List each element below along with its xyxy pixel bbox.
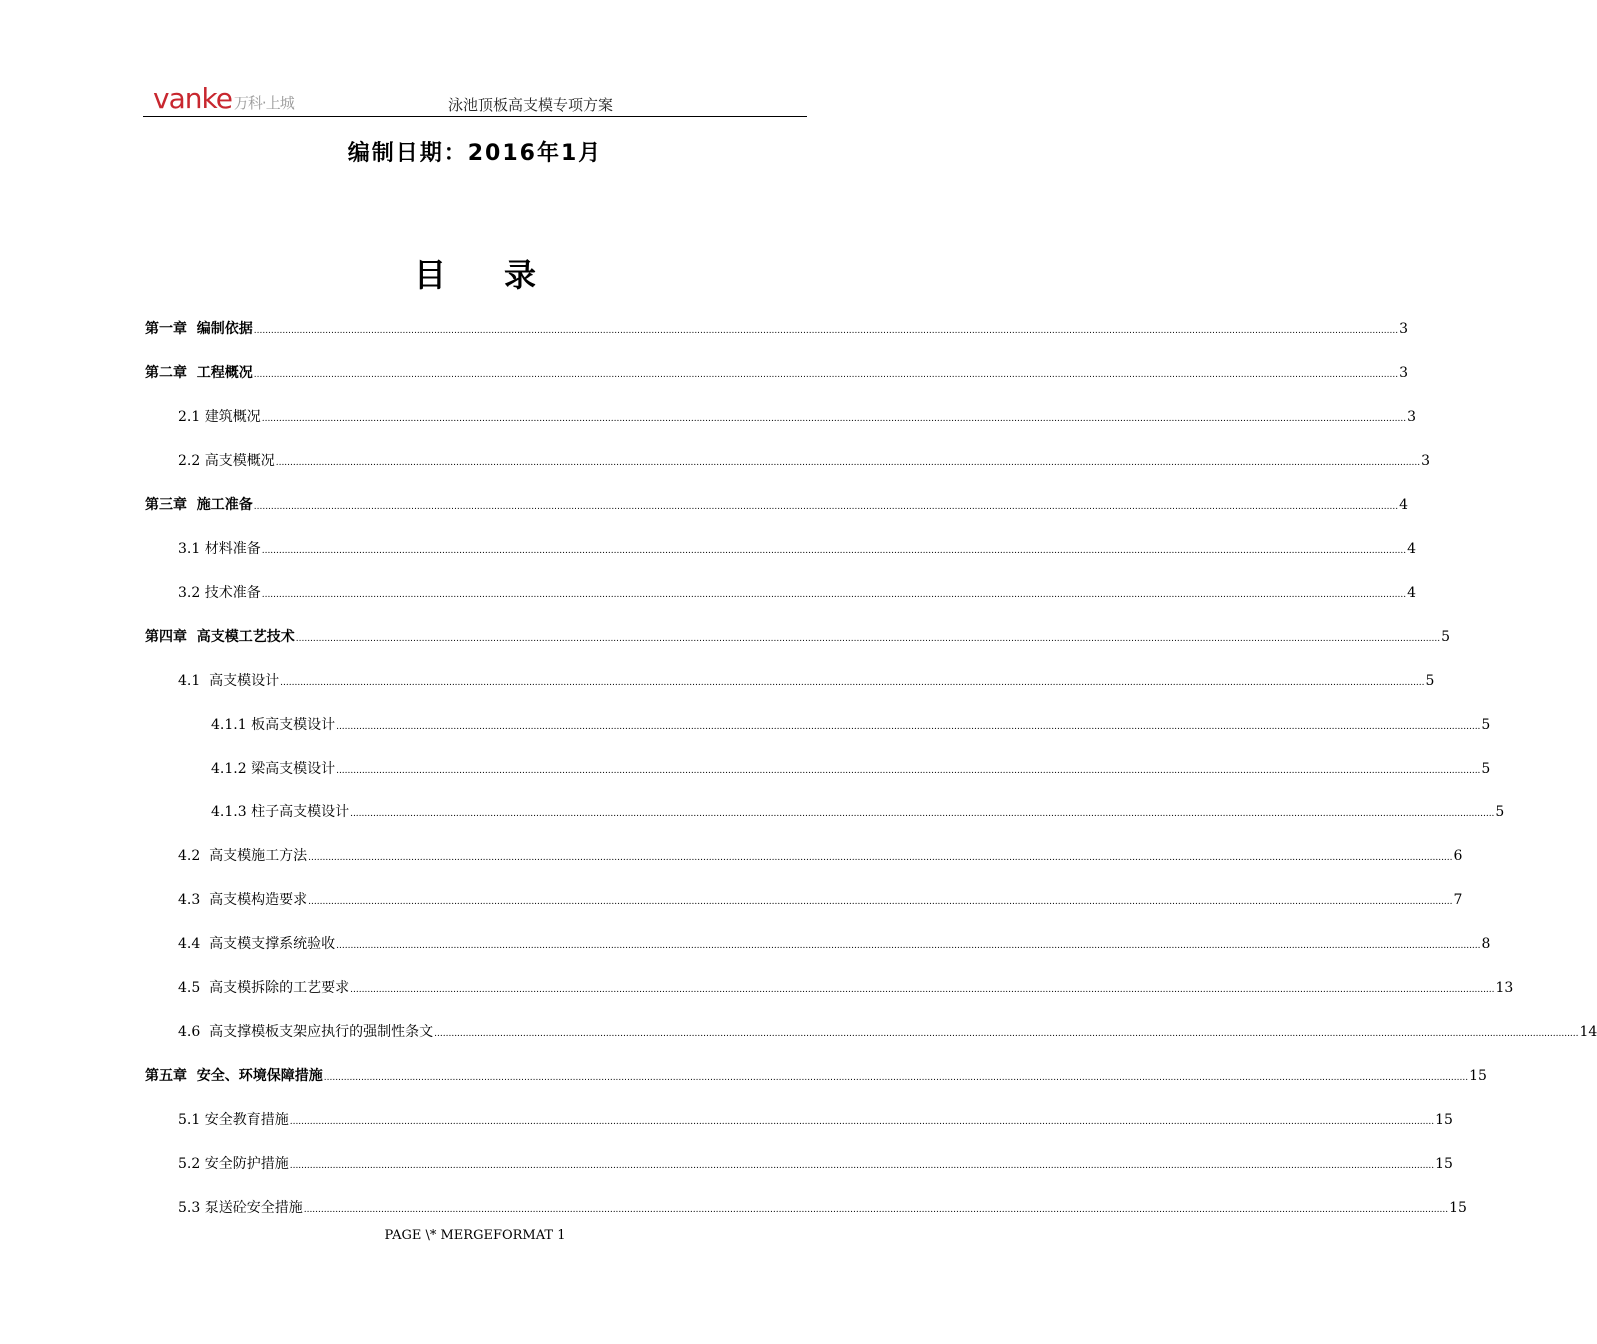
toc-dot-leader: ................................................................................................................................................................................................................................................................................................................................................................................................................ [289,1117,1435,1128]
toc-entry-title: 4.1.1 板高支模设计 [211,716,336,733]
toc-entry[interactable] [178,538,1416,558]
toc-entry[interactable] [178,1197,1467,1217]
toc-entry-page-number: 5 [1481,716,1491,733]
toc-entry-title: 5.1 安全教育措施 [178,1112,289,1129]
toc-dot-leader: ................................................................................................................................................................................................................................................................................................................................................................................................................ [261,589,1407,600]
toc-entry-page-number: 5 [1495,804,1505,821]
toc-entry[interactable] [211,714,1491,734]
toc-entry-page-number: 5 [1441,628,1451,645]
toc-heading-char-1: 目 [413,256,446,294]
toc-entry-title: 第五章 安全、环境保障措施 [145,1068,323,1085]
toc-entry[interactable] [178,582,1416,602]
toc-entry-page-number: 15 [1435,1156,1453,1173]
toc-entry[interactable] [178,450,1430,470]
compile-date: 编制日期：2016年1月 [347,141,603,166]
toc-entry-title: 4.1.3 柱子高支模设计 [211,804,350,821]
toc-dot-leader: ................................................................................................................................................................................................................................................................................................................................................................................................................ [261,413,1407,424]
document-header-title: 泳池顶板高支模专项方案 [448,96,614,114]
toc-entry[interactable] [178,1021,1597,1041]
toc-entry[interactable] [178,933,1491,953]
toc-entry[interactable] [145,626,1451,646]
toc-dot-leader: ................................................................................................................................................................................................................................................................................................................................................................................................................ [336,765,1481,776]
toc-entry-title: 4.1 高支模设计 [178,672,280,689]
toc-entry-page-number: 3 [1421,452,1430,469]
toc-dot-leader: ................................................................................................................................................................................................................................................................................................................................................................................................................ [350,985,1495,996]
toc-entry[interactable] [178,406,1416,426]
toc-entry-title: 第四章 高支模工艺技术 [145,628,295,645]
toc-entry[interactable] [178,1109,1453,1129]
toc-dot-leader: ................................................................................................................................................................................................................................................................................................................................................................................................................ [253,501,1399,512]
toc-entry[interactable] [178,977,1514,997]
toc-dot-leader: ................................................................................................................................................................................................................................................................................................................................................................................................................ [280,677,1425,688]
toc-entry-page-number: 4 [1399,496,1409,513]
toc-entry-page-number: 13 [1495,980,1514,997]
toc-entry-page-number: 15 [1449,1200,1467,1216]
toc-entry-title: 4.1.2 梁高支模设计 [211,760,336,777]
toc-dot-leader: ................................................................................................................................................................................................................................................................................................................................................................................................................ [336,721,1481,732]
toc-dot-leader: ................................................................................................................................................................................................................................................................................................................................................................................................................ [289,1161,1435,1172]
toc-entry[interactable] [178,670,1435,690]
toc-entry-title: 5.3 泵送砼安全措施 [178,1200,303,1216]
toc-entry-page-number: 7 [1453,892,1463,909]
toc-entry-page-number: 3 [1399,364,1409,381]
toc-entry-page-number: 15 [1469,1068,1487,1085]
toc-entry-page-number: 4 [1407,584,1416,601]
toc-entry-page-number: 8 [1481,936,1491,953]
toc-entry-page-number: 14 [1579,1024,1597,1041]
toc-entry-page-number: 6 [1453,848,1463,865]
toc-dot-leader: ................................................................................................................................................................................................................................................................................................................................................................................................................ [275,457,1421,468]
page-footer-field: PAGE \* MERGEFORMAT 1 [384,1228,566,1243]
toc-entry-title: 第一章 编制依据 [145,321,253,337]
toc-entry-page-number: 4 [1407,540,1416,557]
toc-entry-title: 4.6 高支撑模板支架应执行的强制性条文 [178,1024,434,1041]
toc-dot-leader: ................................................................................................................................................................................................................................................................................................................................................................................................................ [253,326,1399,336]
toc-dot-leader: ................................................................................................................................................................................................................................................................................................................................................................................................................ [261,545,1407,556]
toc-entry-title: 3.1 材料准备 [178,540,261,557]
toc-entry-title: 4.3 高支模构造要求 [178,892,308,909]
toc-dot-leader: ................................................................................................................................................................................................................................................................................................................................................................................................................ [303,1205,1449,1215]
toc-entry-title: 4.4 高支模支撑系统验收 [178,936,336,953]
toc-entry-title: 4.2 高支模施工方法 [178,848,308,865]
toc-entry-page-number: 5 [1481,760,1491,777]
toc-dot-leader: ................................................................................................................................................................................................................................................................................................................................................................................................................ [295,633,1441,644]
toc-entry[interactable] [145,318,1409,338]
toc-entry[interactable] [178,845,1463,865]
toc-dot-leader: ................................................................................................................................................................................................................................................................................................................................................................................................................ [308,897,1453,908]
toc-entry[interactable] [145,494,1409,514]
toc-dot-leader: ................................................................................................................................................................................................................................................................................................................................................................................................................ [336,941,1481,952]
toc-entry-title: 第二章 工程概况 [145,364,253,381]
toc-entry[interactable] [145,362,1409,382]
toc-dot-leader: ................................................................................................................................................................................................................................................................................................................................................................................................................ [308,853,1453,864]
toc-dot-leader: ................................................................................................................................................................................................................................................................................................................................................................................................................ [253,369,1399,380]
toc-entry-title: 3.2 技术准备 [178,584,261,601]
page-header [143,82,807,117]
toc-entry-title: 第三章 施工准备 [145,496,253,513]
toc-heading [0,250,950,296]
vanke-logo [153,82,294,114]
toc-entry-page-number: 3 [1407,408,1416,425]
toc-dot-leader: ................................................................................................................................................................................................................................................................................................................................................................................................................ [350,809,1495,820]
toc-entry-page-number: 5 [1425,672,1435,689]
toc-dot-leader: ................................................................................................................................................................................................................................................................................................................................................................................................................ [434,1029,1579,1040]
toc-entry[interactable] [211,801,1505,821]
logo-wordmark: vanke [153,82,232,115]
toc-entry-page-number: 3 [1399,321,1409,337]
toc-entry[interactable] [178,1153,1453,1173]
toc-entry-title: 5.2 安全防护措施 [178,1156,289,1173]
toc-dot-leader: ................................................................................................................................................................................................................................................................................................................................................................................................................ [323,1073,1469,1084]
toc-entry-title: 2.1 建筑概况 [178,408,261,425]
toc-entry[interactable] [178,889,1463,909]
toc-heading-char-2: 录 [504,256,537,294]
toc-entry-page-number: 15 [1435,1112,1453,1129]
toc-entry-title: 2.2 高支模概况 [178,452,275,469]
toc-entry-title: 4.5 高支模拆除的工艺要求 [178,980,350,997]
toc-entry[interactable] [145,1065,1487,1085]
toc-entry[interactable] [211,758,1491,778]
logo-chinese-name: 万科·上城 [233,94,294,112]
